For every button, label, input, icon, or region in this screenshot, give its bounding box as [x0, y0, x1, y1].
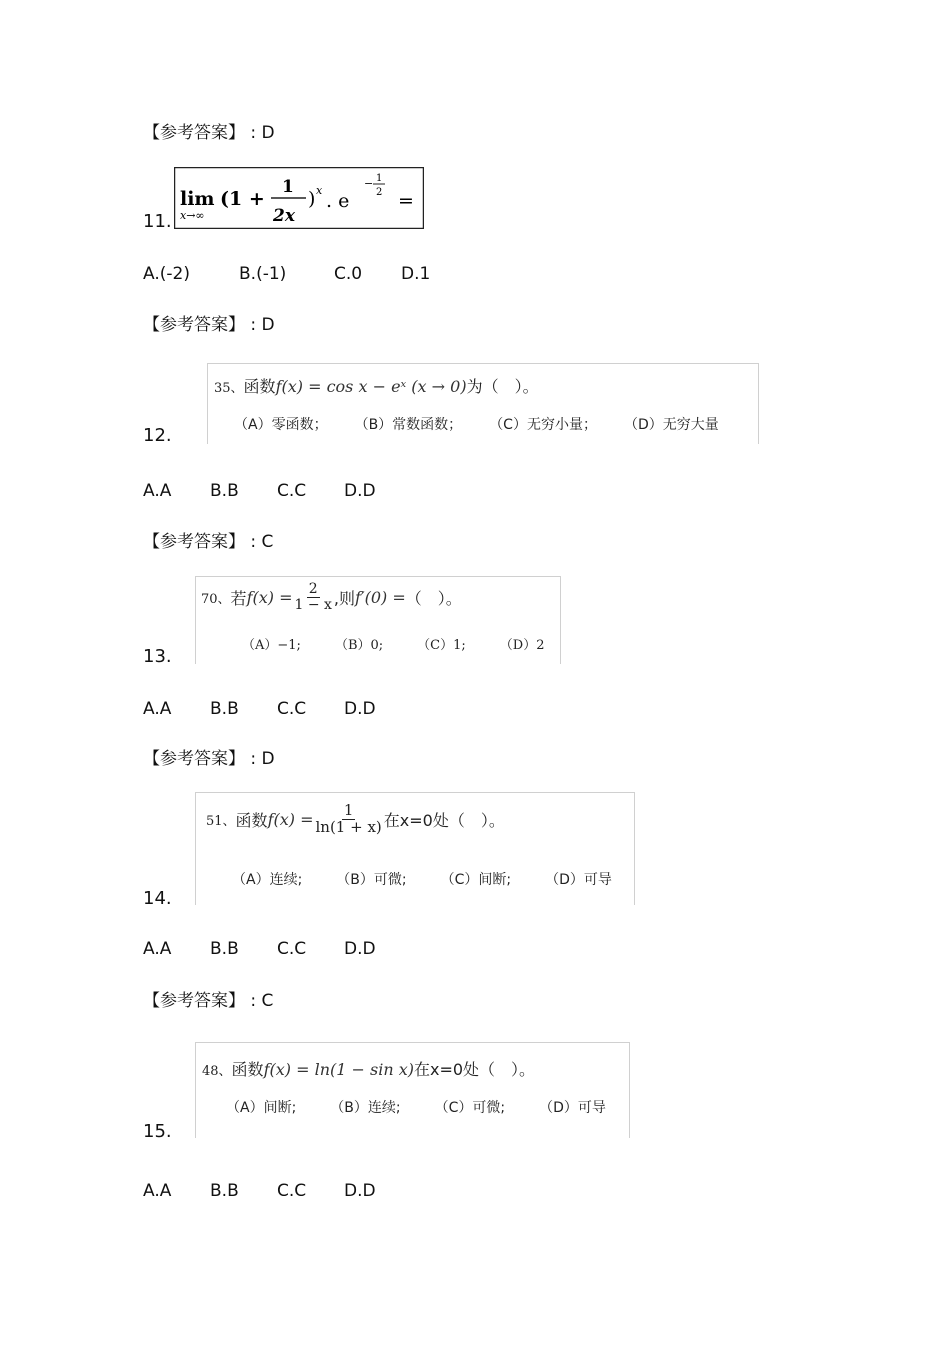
limit-formula: [174, 167, 424, 229]
stem-number: 51、: [206, 813, 236, 829]
formula-image: [174, 167, 424, 229]
stem-number: 35、: [214, 381, 244, 396]
option-b[interactable]: B.(-1): [239, 264, 287, 284]
close-paren: ): [308, 188, 316, 210]
stem-tail: 在x=0处（ ）。: [413, 1060, 536, 1079]
option-a[interactable]: A.A: [143, 699, 172, 719]
option-a[interactable]: A.A: [143, 1181, 172, 1201]
option-b[interactable]: B.B: [210, 481, 239, 501]
fraction: [315, 803, 381, 836]
option-c[interactable]: C.0: [334, 264, 363, 284]
option-d[interactable]: D.D: [344, 481, 376, 501]
options-row: [143, 264, 430, 284]
exp-minus: −: [364, 177, 374, 190]
stem-mid: ,则: [333, 588, 356, 608]
fraction-numerator: 1: [343, 801, 354, 819]
choice-a: （A）间断;: [226, 1100, 297, 1116]
question-image: [195, 792, 635, 905]
option-c[interactable]: C.C: [277, 1181, 307, 1201]
fraction-denominator: ln(1 + x): [315, 817, 382, 836]
option-d[interactable]: D.1: [401, 264, 431, 284]
option-c[interactable]: C.C: [277, 939, 307, 959]
choice-b: （B）0;: [334, 638, 384, 653]
stem-text: 若: [230, 588, 247, 608]
option-b[interactable]: B.B: [210, 1181, 239, 1201]
option-c[interactable]: C.C: [277, 699, 307, 719]
option-d[interactable]: D.D: [344, 699, 376, 719]
choice-d: （D）可导: [539, 1100, 606, 1116]
option-b[interactable]: B.B: [210, 699, 239, 719]
answer-key: 【参考答案】 : C: [143, 532, 274, 552]
stem-expression: f(x) =: [246, 587, 293, 607]
choice-c: （C）间断;: [440, 872, 512, 888]
lim-subscript: x→∞: [180, 209, 205, 222]
choice-a: （A）连续;: [232, 872, 303, 888]
option-d[interactable]: D.D: [344, 1181, 376, 1201]
option-d[interactable]: D.D: [344, 939, 376, 959]
stem-tail: （ ）。: [405, 588, 462, 608]
stem-expression: f(x) =: [267, 809, 314, 829]
stem-tail: 为（ ）。: [466, 377, 539, 396]
stem-expression: f(x) = ln(1 − sin x): [263, 1060, 414, 1079]
stem-expression-b: f′(0) =: [355, 587, 406, 607]
option-a[interactable]: A.(-2): [143, 264, 190, 284]
question-image: [207, 363, 759, 444]
choice-d: （D）无穷大量: [630, 417, 719, 433]
dot-e: . e: [326, 190, 350, 212]
equals: =: [398, 190, 414, 212]
stem-text: 函数: [235, 810, 268, 830]
choice-c: （C）1;: [417, 638, 466, 653]
paren-one: (1 +: [220, 188, 265, 210]
question-number: 12.: [143, 425, 172, 446]
power-x: x: [316, 184, 323, 197]
options-row: [143, 699, 376, 719]
stem-text: 函数: [231, 1060, 264, 1079]
stem-number: 70、: [201, 591, 231, 607]
choice-a: （A）−1;: [242, 638, 301, 653]
choice-a: （A）零函数；: [234, 417, 328, 433]
fraction: [294, 582, 331, 612]
frac-denominator: 2x: [273, 206, 295, 226]
choice-b: （B）可微;: [336, 872, 407, 888]
exp-den: 2: [376, 187, 383, 198]
question-number: 11.: [143, 211, 172, 232]
answer-key: 【参考答案】 : D: [143, 315, 275, 335]
answer-key: 【参考答案】 : D: [143, 123, 275, 143]
fraction-denominator: 1 − x: [294, 596, 332, 613]
stem-text: 函数: [243, 377, 276, 396]
question-number: 14.: [143, 888, 172, 909]
answer-key: 【参考答案】 : C: [143, 991, 274, 1011]
question-image: [195, 576, 561, 664]
stem-tail: 在x=0处（ ）。: [383, 810, 505, 830]
question-number: 15.: [143, 1121, 172, 1142]
option-b[interactable]: B.B: [210, 939, 239, 959]
choice-d: （D）可导: [545, 872, 612, 888]
choice-b: （B）常数函数；: [361, 417, 463, 433]
frac-numerator: 1: [282, 177, 294, 197]
choice-b: （B）连续;: [330, 1100, 401, 1116]
fraction-numerator: 2: [308, 581, 318, 597]
option-a[interactable]: A.A: [143, 939, 172, 959]
answer-key: 【参考答案】 : D: [143, 749, 275, 769]
stem-expression: f(x) = cos x − eˣ (x → 0): [275, 377, 467, 396]
choice-c: （C）可微;: [434, 1100, 506, 1116]
exp-num: 1: [376, 173, 383, 184]
options-row: [143, 939, 376, 959]
lim-text: lim: [180, 188, 215, 210]
option-c[interactable]: C.C: [277, 481, 307, 501]
choice-d: （D）2: [499, 638, 545, 653]
options-row: [143, 481, 376, 501]
stem-number: 48、: [202, 1064, 232, 1079]
question-image: [195, 1042, 630, 1138]
question-number: 13.: [143, 646, 172, 667]
choice-c: （C）无穷小量；: [496, 417, 597, 433]
options-row: [143, 1181, 376, 1201]
option-a[interactable]: A.A: [143, 481, 172, 501]
